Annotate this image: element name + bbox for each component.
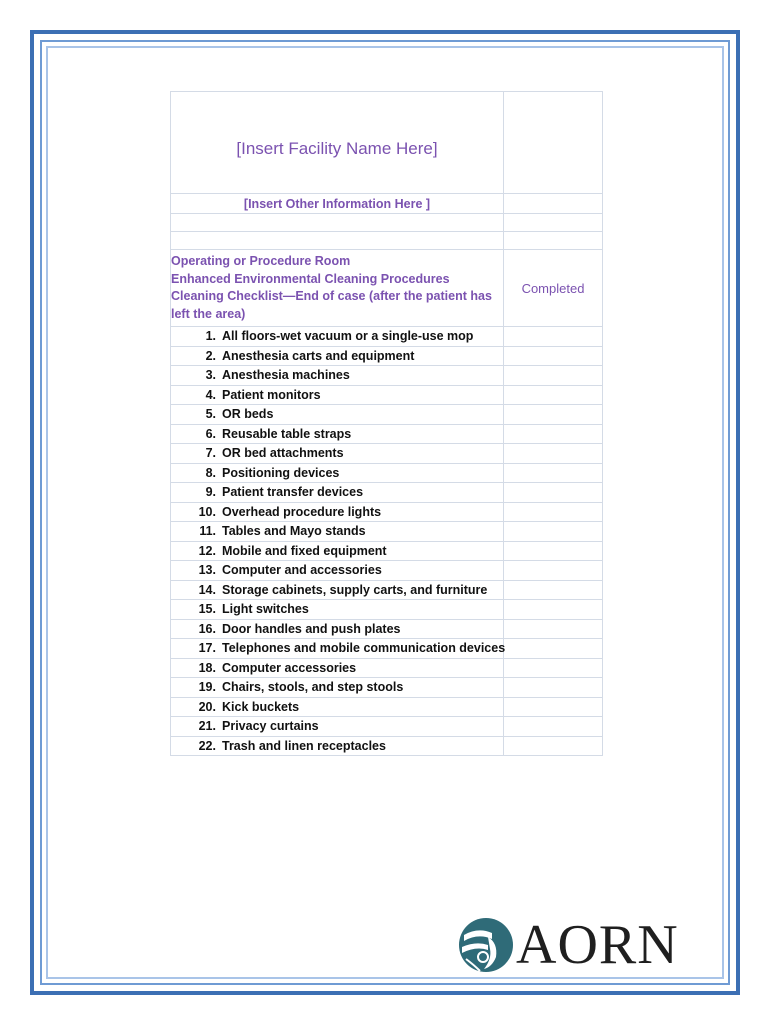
other-info-row: [171, 194, 603, 214]
completed-checkbox-cell[interactable]: [504, 541, 603, 561]
other-info[interactable]: [Insert Other Information Here ]: [243, 196, 431, 211]
heading-line: Enhanced Environmental Cleaning Procedures: [171, 271, 450, 286]
checklist-item-row: [171, 502, 603, 522]
checklist-item-row: [171, 561, 603, 581]
completed-checkbox-cell[interactable]: [504, 561, 603, 581]
title-side-cell: [504, 92, 603, 194]
facility-name-cell: [171, 92, 504, 194]
blank-row: [171, 232, 603, 250]
checklist-item-row: [171, 405, 603, 425]
completed-checkbox-cell[interactable]: [504, 424, 603, 444]
completed-checkbox-cell[interactable]: [504, 346, 603, 366]
item-text: Positioning devices: [222, 465, 340, 480]
heading-line: Operating or Procedure Room: [171, 254, 351, 268]
completed-checkbox-cell[interactable]: [504, 639, 603, 659]
completed-checkbox-cell[interactable]: [504, 502, 603, 522]
completed-checkbox-cell[interactable]: [504, 444, 603, 464]
checklist-item: [171, 697, 504, 717]
item-text: Computer accessories: [222, 660, 357, 675]
item-number: 12.: [198, 543, 216, 558]
completed-checkbox-cell[interactable]: [504, 619, 603, 639]
completed-checkbox-cell[interactable]: [504, 600, 603, 620]
checklist-item-row: [171, 366, 603, 386]
other-info-side-cell: [504, 194, 603, 214]
item-number: 10.: [198, 504, 216, 519]
completed-checkbox-cell[interactable]: [504, 717, 603, 737]
checklist-item: [171, 405, 504, 425]
item-number: 16.: [198, 621, 216, 636]
checklist-item-row: [171, 483, 603, 503]
completed-checkbox-cell[interactable]: [504, 366, 603, 386]
aorn-logo-text: AORN: [516, 914, 679, 976]
item-number: 18.: [198, 660, 216, 675]
checklist-item: [171, 619, 504, 639]
completed-checkbox-cell[interactable]: [504, 405, 603, 425]
checklist-item: [171, 658, 504, 678]
checklist-item-row: [171, 385, 603, 405]
item-number: 20.: [198, 699, 216, 714]
item-text: Overhead procedure lights: [222, 504, 382, 519]
item-text: Mobile and fixed equipment: [222, 543, 387, 558]
heading-row: [171, 250, 603, 327]
item-text: Door handles and push plates: [222, 621, 401, 636]
item-text: OR beds: [222, 407, 274, 422]
item-text: Chairs, stools, and step stools: [222, 680, 404, 695]
item-text: Reusable table straps: [222, 426, 352, 441]
checklist-item: [171, 366, 504, 386]
completed-checkbox-cell[interactable]: [504, 658, 603, 678]
checklist-item-row: [171, 522, 603, 542]
item-number: 14.: [198, 582, 216, 597]
item-number: 8.: [205, 465, 216, 480]
checklist-item: [171, 736, 504, 756]
item-text: Trash and linen receptacles: [222, 738, 386, 753]
checklist-item: [171, 522, 504, 542]
item-number: 4.: [205, 387, 216, 402]
item-text: Patient transfer devices: [222, 485, 364, 500]
checklist-item-row: [171, 639, 603, 659]
item-number: 5.: [205, 407, 216, 422]
item-number: 6.: [205, 426, 216, 441]
checklist-item: [171, 424, 504, 444]
completed-checkbox-cell[interactable]: [504, 463, 603, 483]
checklist-item-row: [171, 697, 603, 717]
item-number: 22.: [198, 738, 216, 753]
item-text: Storage cabinets, supply carts, and furniture: [222, 582, 488, 597]
item-number: 13.: [198, 563, 216, 578]
completed-checkbox-cell[interactable]: [504, 327, 603, 347]
item-text: OR bed attachments: [222, 446, 344, 461]
item-text: All floors-wet vacuum or a single-use mop: [222, 329, 474, 344]
item-text: Anesthesia machines: [222, 368, 350, 383]
checklist-item-row: [171, 658, 603, 678]
item-number: 1.: [205, 329, 216, 344]
checklist-item-row: [171, 541, 603, 561]
title-row: [171, 92, 603, 194]
item-text: Kick buckets: [222, 699, 300, 714]
checklist-item-row: [171, 444, 603, 464]
checklist-item-row: [171, 678, 603, 698]
completed-checkbox-cell[interactable]: [504, 697, 603, 717]
completed-checkbox-cell[interactable]: [504, 678, 603, 698]
checklist-item-row: [171, 327, 603, 347]
item-number: 11.: [199, 524, 216, 539]
checklist-item: [171, 483, 504, 503]
item-number: 15.: [198, 602, 216, 617]
checklist-item: [171, 541, 504, 561]
checklist-item: [171, 678, 504, 698]
checklist-sheet: [170, 91, 601, 756]
item-number: 21.: [198, 719, 216, 734]
heading-line: Cleaning Checklist—End of case (after the patient has: [171, 289, 492, 303]
checklist-item: [171, 385, 504, 405]
checklist-item: [171, 346, 504, 366]
checklist-item: [171, 600, 504, 620]
checklist-item-row: [171, 580, 603, 600]
blank-side-cell: [504, 232, 603, 250]
checklist-item-row: [171, 736, 603, 756]
item-text: Light switches: [222, 602, 309, 617]
item-number: 3.: [205, 368, 216, 383]
completed-checkbox-cell[interactable]: [504, 385, 603, 405]
item-text: Anesthesia carts and equipment: [222, 348, 415, 363]
item-text: Privacy curtains: [222, 719, 319, 734]
checklist-item-row: [171, 600, 603, 620]
facility-name[interactable]: [Insert Facility Name Here]: [236, 138, 438, 158]
checklist-item-row: [171, 424, 603, 444]
item-text: Tables and Mayo stands: [222, 524, 366, 539]
aorn-logo: [458, 915, 683, 977]
completed-checkbox-cell[interactable]: [504, 483, 603, 503]
checklist-item: [171, 463, 504, 483]
checklist-item-row: [171, 463, 603, 483]
completed-checkbox-cell[interactable]: [504, 580, 603, 600]
heading-line: left the area): [171, 306, 246, 321]
item-number: 9.: [205, 485, 216, 500]
completed-column-header: Completed: [504, 250, 603, 327]
checklist-item: [171, 327, 504, 347]
checklist-item: [171, 580, 504, 600]
blank-side-cell: [504, 214, 603, 232]
item-number: 2.: [205, 348, 216, 363]
blank-cell: [171, 232, 504, 250]
blank-row: [171, 214, 603, 232]
item-number: 7.: [205, 446, 216, 461]
checklist-item-row: [171, 717, 603, 737]
item-number: 19.: [198, 680, 216, 695]
other-info-cell: [171, 194, 504, 214]
completed-checkbox-cell[interactable]: [504, 522, 603, 542]
item-text: Telephones and mobile communication devices: [222, 641, 506, 656]
checklist-item: [171, 717, 504, 737]
blank-cell: [171, 214, 504, 232]
checklist-item: [171, 561, 504, 581]
completed-checkbox-cell[interactable]: [504, 736, 603, 756]
checklist-item: [171, 639, 504, 659]
item-text: Patient monitors: [222, 387, 321, 402]
checklist-item: [171, 502, 504, 522]
aorn-emblem-icon: [458, 915, 514, 977]
checklist-table: [170, 91, 603, 756]
checklist-heading: [171, 250, 504, 327]
item-number: 17.: [198, 641, 216, 656]
checklist-item: [171, 444, 504, 464]
checklist-item-row: [171, 619, 603, 639]
item-text: Computer and accessories: [222, 563, 382, 578]
checklist-item-row: [171, 346, 603, 366]
